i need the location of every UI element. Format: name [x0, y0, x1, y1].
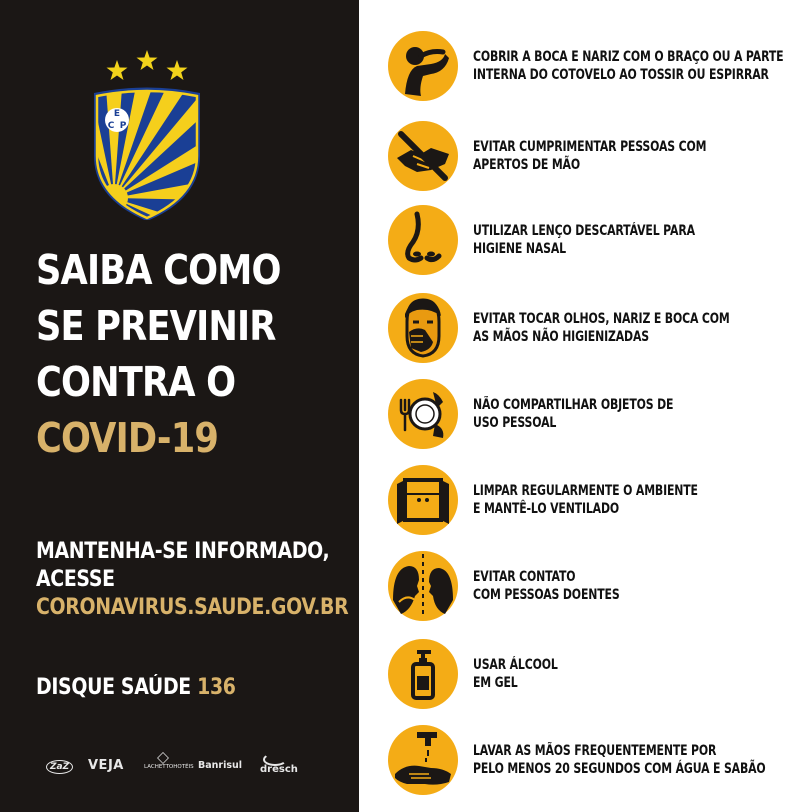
tip-item [387, 378, 807, 450]
tip-text [473, 120, 772, 192]
face-touch-icon [387, 292, 459, 364]
sponsor-logo-veja: VEJA [88, 758, 124, 773]
headline-line: SAIBA COMO [36, 246, 281, 294]
tip-item [387, 120, 807, 192]
crest-letter: E [113, 109, 121, 119]
sanitizer-icon [387, 638, 459, 710]
info-line: MANTENHA-SE INFORMADO, [36, 539, 330, 564]
tip-label: LIMPAR REGULARMENTE O AMBIENTE E MANTÊ-LO VENTILADO [473, 483, 698, 517]
tip-label: UTILIZAR LENÇO DESCARTÁVEL PARA HIGIENE NASAL [473, 223, 695, 257]
open-window-icon [387, 464, 459, 536]
tip-text [473, 204, 757, 276]
tip-text [473, 724, 812, 796]
left-panel [0, 0, 359, 812]
handwash-icon [387, 724, 459, 796]
tip-item [387, 30, 807, 102]
tip-label: USAR ÁLCOOL EM GEL [473, 657, 558, 691]
tip-label: EVITAR TOCAR OLHOS, NARIZ E BOCA COM AS MÃOS NÃO HIGIENIZADAS [473, 311, 730, 345]
sponsor-logo-dresch: dresch [260, 764, 298, 775]
tip-item [387, 292, 807, 364]
sponsor-logo-banrisul: Banrisul [198, 760, 243, 771]
headline [36, 242, 281, 466]
tip-text [473, 550, 661, 622]
plate-cutlery-icon [387, 378, 459, 450]
tip-item [387, 638, 807, 710]
sponsor-logo-lachetto: LACHETTOHOTÉIS [144, 764, 194, 770]
tip-label: NÃO COMPARTILHAR OBJETOS DE USO PESSOAL [473, 397, 674, 431]
tip-label: EVITAR CUMPRIMENTAR PESSOAS COM APERTOS DE MÃO [473, 139, 707, 173]
crest-letter: P [119, 121, 127, 131]
tip-item [387, 464, 807, 536]
sponsor-logos [40, 752, 300, 784]
tip-item [387, 724, 807, 796]
tip-label: EVITAR CONTATO COM PESSOAS DOENTES [473, 569, 620, 603]
headline-highlight: COVID-19 [36, 414, 219, 462]
headline-line: SE PREVINIR [36, 302, 276, 350]
phone-line [36, 674, 236, 702]
sponsor-logo-zaz: ZaZ [46, 760, 73, 774]
nose-icon [387, 204, 459, 276]
tip-text [473, 378, 730, 450]
club-crest-logo [84, 48, 210, 220]
tip-label: LAVAR AS MÃOS FREQUENTEMENTE POR PELO MENOS 20 SEGUNDOS COM ÁGUA E SABÃO [473, 743, 766, 777]
info-url-link[interactable]: CORONAVIRUS.SAUDE.GOV.BR [36, 595, 349, 620]
tip-text [473, 464, 761, 536]
tip-text [473, 638, 582, 710]
star-icon [137, 50, 158, 70]
headline-line: CONTRA O [36, 358, 236, 406]
phone-number: 136 [197, 675, 236, 700]
no-handshake-icon [387, 120, 459, 192]
sick-contact-icon [387, 550, 459, 622]
tip-item [387, 204, 807, 276]
tip-text [473, 292, 802, 364]
tips-panel [359, 0, 812, 812]
tip-label: COBRIR A BOCA E NARIZ COM O BRAÇO OU A PARTE INTERNA DO COTOVELO AO TOSSIR OU ESPIRRAR [473, 49, 784, 83]
tips-list [359, 0, 812, 812]
star-icon [107, 60, 128, 80]
info-line: ACESSE [36, 567, 115, 592]
diamond-icon [157, 752, 169, 764]
tip-text [473, 30, 812, 102]
cough-elbow-icon [387, 30, 459, 102]
star-icon [167, 60, 188, 80]
phone-label: DISQUE SAÚDE [36, 675, 191, 700]
info-block [36, 538, 348, 622]
tip-item [387, 550, 807, 622]
crest-letter: C [107, 121, 115, 131]
